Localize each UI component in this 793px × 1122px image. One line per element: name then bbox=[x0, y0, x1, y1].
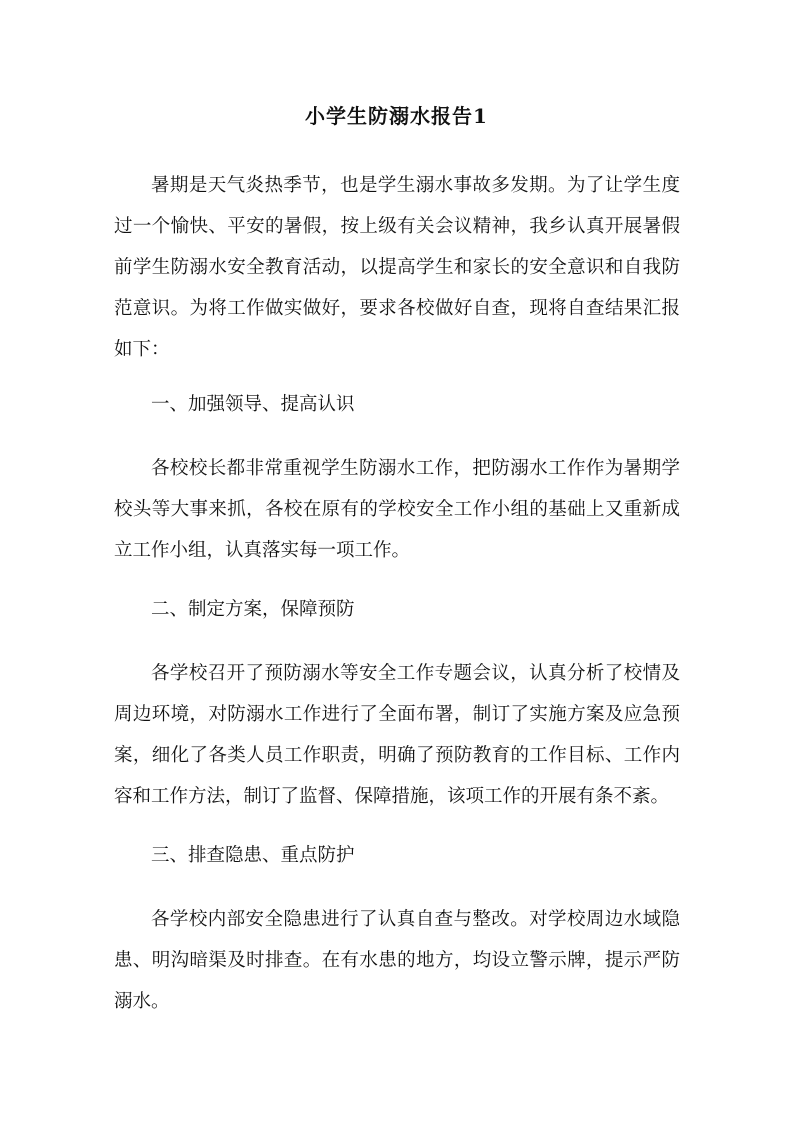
section-heading-3: 三、排查隐患、重点防护 bbox=[151, 845, 355, 866]
section-paragraph-3: 各学校内部安全隐患进行了认真自查与整改。对学校周边水域隐患、明沟暗渠及时排查。在有水患的地方，均设立警示牌，提示严防溺水。 bbox=[114, 909, 680, 1012]
section-paragraph-1: 各校校长都非常重视学生防溺水工作，把防溺水工作作为暑期学校头等大事来抓，各校在原有的学校安全工作小组的基础上又重新成立工作小组，认真落实每一项工作。 bbox=[114, 458, 680, 561]
document-title: 小学生防溺水报告1 bbox=[305, 104, 488, 128]
section-heading-2: 二、制定方案，保障预防 bbox=[151, 599, 355, 620]
section-heading-1: 一、加强领导、提高认识 bbox=[151, 394, 355, 415]
intro-paragraph: 暑期是天气炎热季节，也是学生溺水事故多发期。为了让学生度过一个愉快、平安的暑假，按上级有关会议精神，我乡认真开展暑假前学生防溺水安全教育活动，以提高学生和家长的安全意识和自我防范意识。为将工作做实做好，要求各校做好自查，现将自查结果汇报如下： bbox=[114, 175, 680, 360]
section-paragraph-2: 各学校召开了预防溺水等安全工作专题会议，认真分析了校情及周边环境，对防溺水工作进行了全面布署，制订了实施方案及应急预案，细化了各类人员工作职责，明确了预防教育的工作目标、工作内容和工作方法，制订了监督、保障措施，该项工作的开展有条不紊。 bbox=[114, 663, 680, 807]
